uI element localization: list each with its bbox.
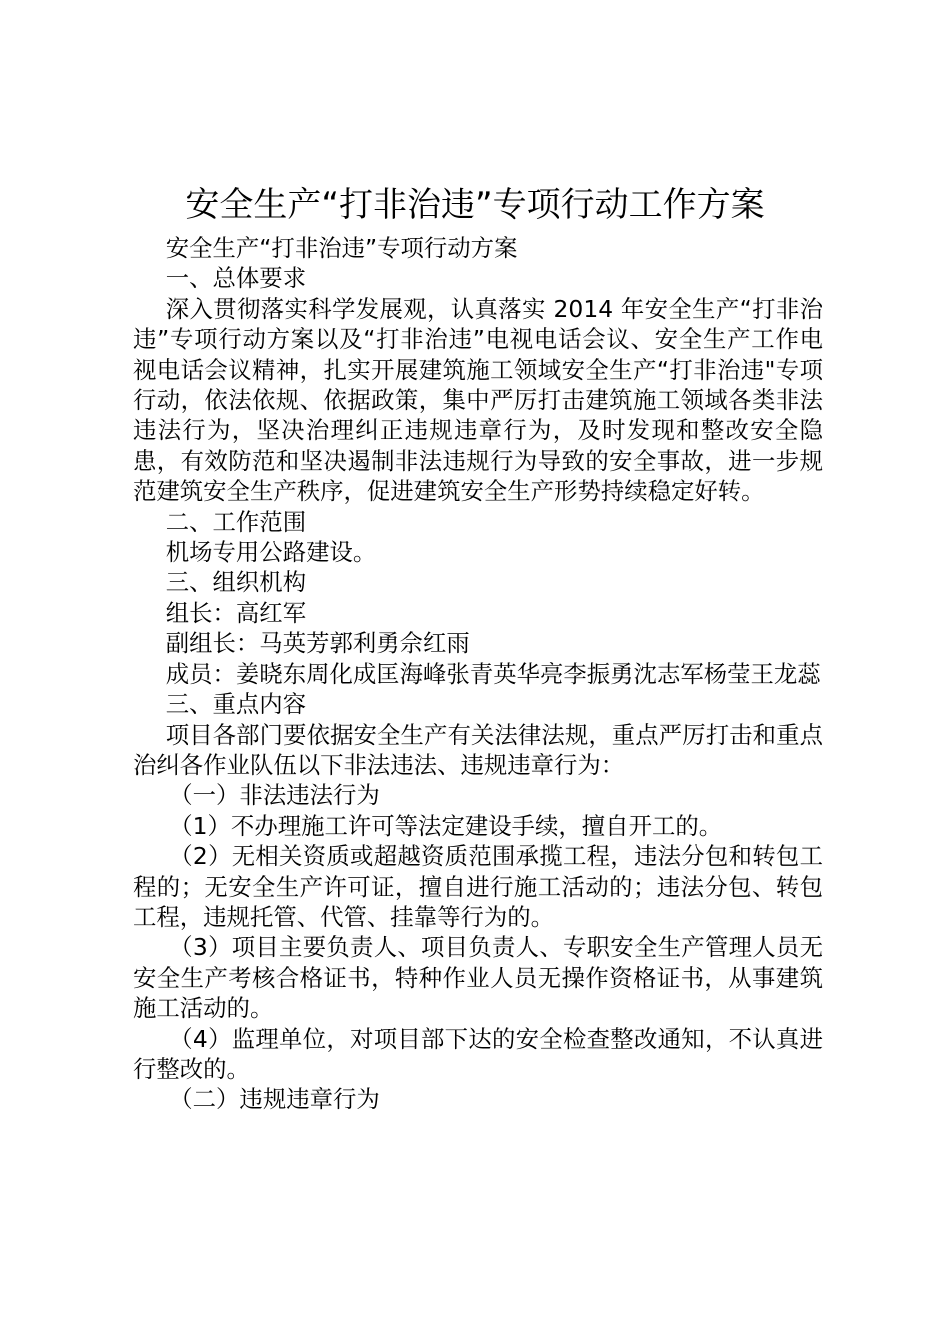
list-item-2: （2）无相关资质或超越资质范围承揽工程，违法分包和转包工程的；无安全生产许可证，擅自进行施工活动的；违法分包、转包工程，违规托管、代管、挂靠等行为的。 bbox=[133, 842, 823, 931]
document-title: 安全生产“打非治违”专项行动工作方案 bbox=[185, 185, 765, 225]
paragraph-work-scope: 机场专用公路建设。 bbox=[165, 538, 377, 567]
document-body bbox=[133, 233, 823, 1115]
list-item-4: （4）监理单位，对项目部下达的安全检查整改通知，不认真进行整改的。 bbox=[133, 1024, 823, 1083]
paragraph-general-requirements: 深入贯彻落实科学发展观，认真落实 2014 年安全生产“打非治违”专项行动方案以及“打非治违”电视电话会议、安全生产工作电视电话会议精神，扎实开展建筑施工领域安全生产“打非治违"专项行动，依法依规、依据政策，集中严厉打击建筑施工领域各类非法违法行为，坚决治理纠正违规违章行为，及时发现和整改安全隐患，有效防范和坚决遏制非法违规行为导致的安全事故，进一步规范建筑安全生产秩序，促进建筑安全生产形势持续稳定好转。 bbox=[133, 294, 823, 506]
heading-illegal-acts: （一）非法违法行为 bbox=[169, 781, 380, 810]
paragraph-key-content: 项目各部门要依据安全生产有关法律法规，重点严厉打击和重点治纠各作业队伍以下非法违法、违规违章行为： bbox=[133, 720, 823, 779]
heading-organization: 三、组织机构 bbox=[165, 568, 307, 597]
heading-key-content: 三、重点内容 bbox=[165, 690, 307, 719]
list-item-3: （3）项目主要负责人、项目负责人、专职安全生产管理人员无安全生产考核合格证书，特种作业人员无操作资格证书，从事建筑施工活动的。 bbox=[133, 933, 823, 1023]
heading-general-requirements: 一、总体要求 bbox=[165, 264, 307, 293]
paragraph-subtitle: 安全生产“打非治违”专项行动方案 bbox=[165, 234, 518, 262]
heading-work-scope: 二、工作范围 bbox=[165, 507, 307, 536]
list-item-1: （1）不办理施工许可等法定建设手续，擅自开工的。 bbox=[169, 811, 723, 840]
paragraph-team-leader: 组长：高红军 bbox=[165, 598, 307, 627]
paragraph-members: 成员：姜晓东周化成匡海峰张青英华亮李振勇沈志军杨莹王龙蕊 bbox=[165, 659, 821, 688]
heading-violations: （二）违规违章行为 bbox=[169, 1085, 380, 1114]
paragraph-deputy-leaders: 副组长：马英芳郭利勇佘红雨 bbox=[165, 629, 470, 658]
